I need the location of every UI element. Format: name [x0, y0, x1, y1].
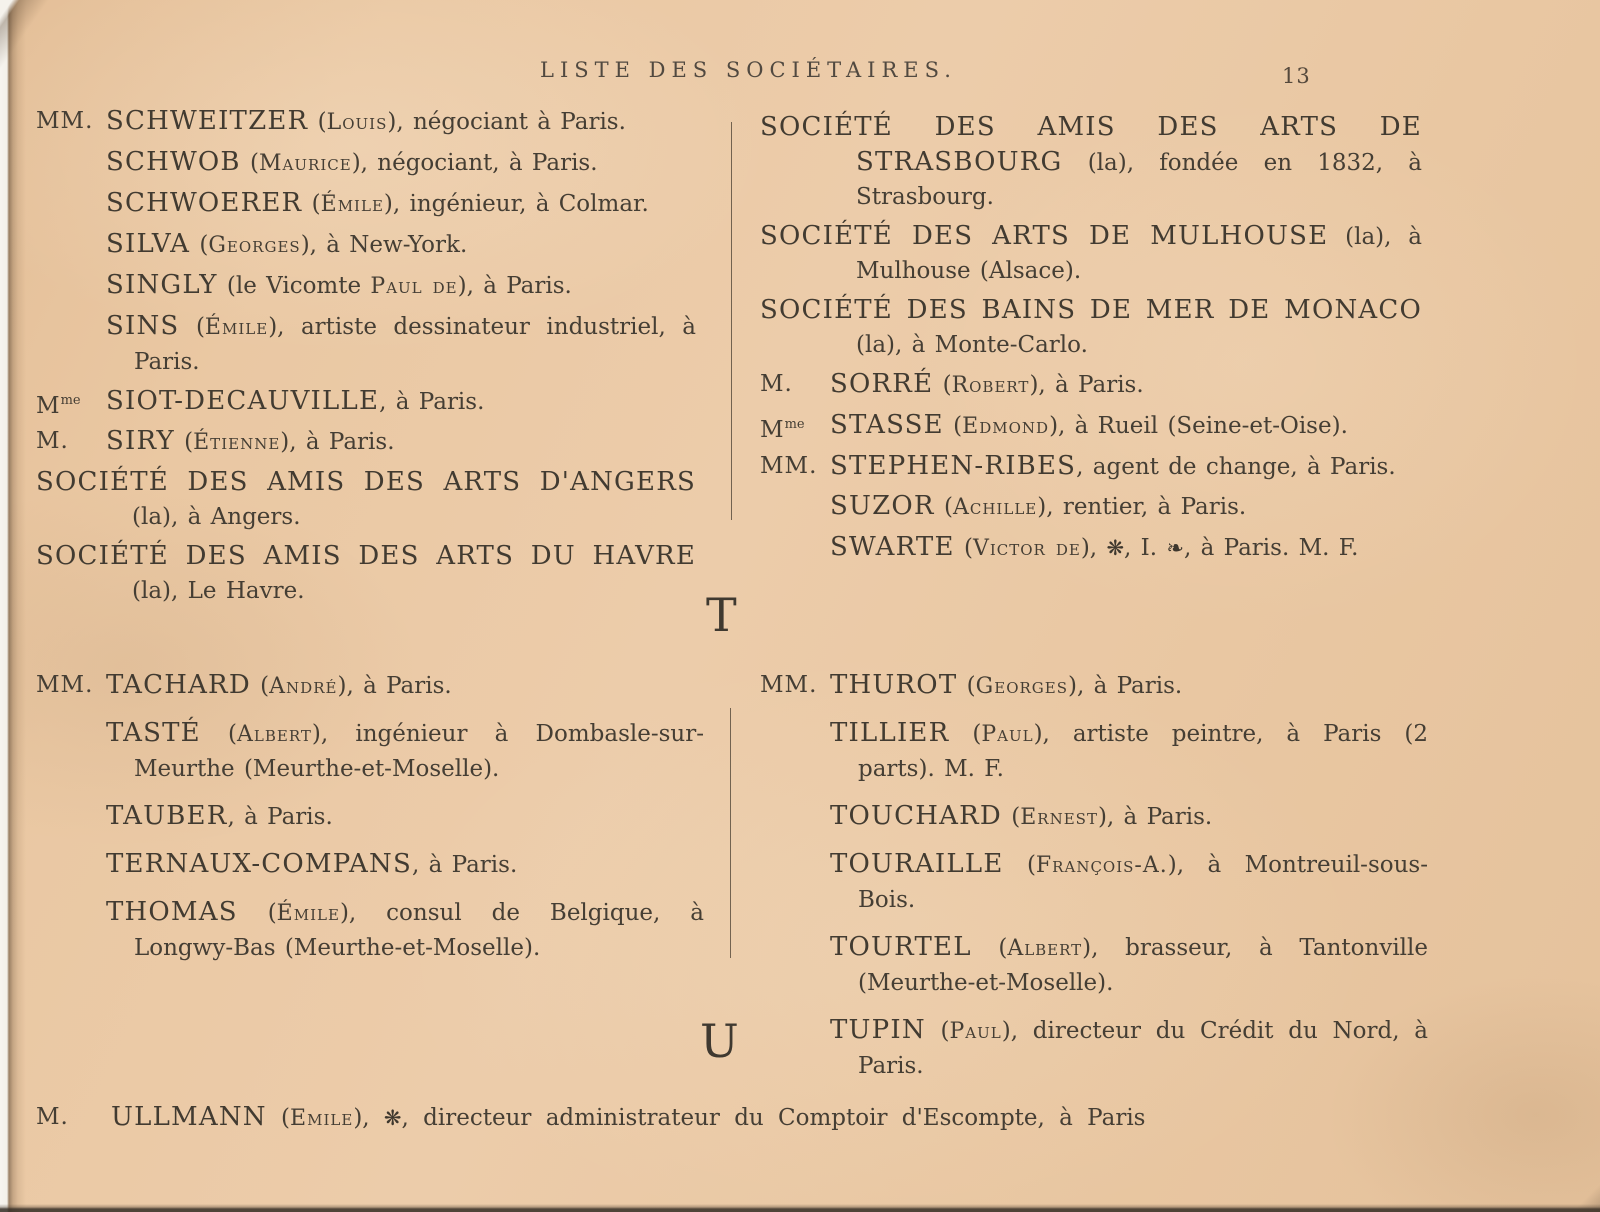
entry-detail: ( — [240, 150, 260, 176]
honorific-prefix: M. — [760, 371, 793, 397]
list-item — [830, 489, 1422, 525]
member-firstname: Edmond — [962, 414, 1050, 439]
list-item — [106, 186, 696, 222]
list-item — [36, 424, 696, 460]
member-firstname: Émile — [320, 192, 384, 217]
member-firstname: Paul — [949, 1019, 1002, 1044]
entry-detail: ), directeur du Crédit du Nord, à Paris. — [858, 1018, 1428, 1079]
honorific-prefix: $M^{me}$ — [36, 393, 81, 419]
member-name: TOURAILLE — [830, 849, 1004, 879]
member-name: SWARTE — [830, 532, 955, 562]
member-name: SIRY — [106, 426, 175, 456]
member-name: SILVA — [106, 229, 191, 259]
member-name: TUPIN — [830, 1015, 926, 1045]
list-item — [36, 1100, 1456, 1136]
entry-detail: ( — [200, 721, 238, 747]
column-divider — [731, 122, 732, 520]
entry-detail: ( — [934, 494, 953, 520]
entry-detail: (le Vicomte — [217, 273, 371, 299]
entry-detail: ), — [353, 1105, 384, 1131]
member-name: SUZOR — [830, 491, 935, 521]
member-name: TAUBER — [106, 801, 228, 831]
list-item — [760, 293, 1422, 362]
entry-detail: ), à Rueil (Seine-et-Oise). — [1049, 413, 1348, 439]
entry-detail: , I. — [1124, 535, 1167, 561]
entry-detail: ), à Paris. — [280, 429, 395, 455]
list-item — [36, 104, 696, 140]
legion-honor-icon: ❋ — [383, 1106, 402, 1130]
scan-bottom-edge — [0, 1204, 1600, 1212]
scan-left-torn-edge — [0, 0, 26, 1212]
list-item — [760, 219, 1422, 288]
entry-detail: ), ingénieur, à Colmar. — [383, 191, 649, 217]
member-list-t-right — [760, 668, 1428, 1096]
entry-detail: (la), à Angers. — [132, 504, 301, 530]
entry-detail: ( — [308, 109, 327, 135]
list-item — [760, 668, 1428, 704]
member-firstname: Ernest — [1020, 805, 1098, 830]
member-firstname: Paul — [981, 722, 1034, 747]
entry-detail: ( — [174, 429, 194, 455]
list-item — [760, 449, 1422, 484]
entry-detail: ( — [179, 314, 205, 340]
member-name: SIOT-DECAUVILLE — [106, 386, 380, 416]
honorific-prefix: MM. — [36, 672, 94, 698]
member-name: ULLMANN — [111, 1102, 267, 1132]
entry-detail: ), rentier, à Paris. — [1037, 494, 1247, 520]
entry-detail: ), à Paris. — [1097, 804, 1213, 830]
entry-detail: ), brasseur, à Tantonville (Meurthe-et-Moselle). — [858, 935, 1428, 996]
member-firstname: Albert — [1007, 936, 1083, 961]
list-item — [106, 145, 696, 181]
entry-detail: ), à Paris. — [457, 273, 572, 299]
list-item — [830, 530, 1422, 566]
entry-detail: ( — [250, 673, 270, 699]
list-item — [830, 716, 1428, 787]
entry-detail: ), négociant, à Paris. — [351, 150, 598, 176]
entry-detail: ( — [949, 721, 982, 747]
section-letter-u: U — [700, 1014, 739, 1068]
member-name: SOCIÉTÉ DES AMIS DES ARTS D'ANGERS — [36, 467, 696, 497]
list-item — [36, 384, 696, 419]
member-name: SCHWEITZER — [106, 106, 309, 136]
page-title: LISTE DES SOCIÉTAIRES. — [540, 58, 957, 82]
entry-detail: ( — [954, 535, 973, 561]
member-firstname: Victor de — [972, 536, 1081, 561]
entry-detail: ), à Paris. — [1029, 372, 1144, 398]
list-item — [830, 799, 1428, 835]
entry-detail: ( — [933, 372, 952, 398]
member-name: STEPHEN-RIBES — [830, 451, 1077, 481]
member-list-s-left — [36, 104, 696, 613]
entry-detail: ( — [1003, 852, 1036, 878]
member-name: SOCIÉTÉ DES AMIS DES ARTS DE STRASBOURG — [760, 112, 1422, 177]
member-name: TOURTEL — [830, 932, 972, 962]
member-list-t-left — [36, 668, 704, 978]
entry-detail: , agent de change, à Paris. — [1076, 454, 1396, 480]
entry-detail: , à Paris. — [411, 852, 518, 878]
member-firstname: Emile — [290, 1106, 354, 1131]
list-item — [36, 539, 696, 608]
member-firstname: Émile — [276, 901, 340, 926]
honorific-prefix: MM. — [760, 453, 818, 479]
entry-detail: ), à Paris. — [1068, 673, 1183, 699]
entry-detail: ), à Paris. — [337, 673, 452, 699]
member-firstname: Étienne — [193, 430, 281, 455]
list-item — [760, 408, 1422, 444]
entry-detail: (la), Le Havre. — [132, 578, 305, 604]
entry-detail: , à Paris. — [227, 804, 333, 830]
member-firstname: Achille — [952, 495, 1038, 520]
member-name: SINS — [106, 311, 180, 341]
member-firstname: Louis — [326, 110, 388, 135]
member-firstname: André — [269, 674, 338, 699]
entry-detail: ( — [943, 413, 963, 439]
section-letter-t: T — [706, 588, 737, 642]
entry-detail: ( — [237, 900, 277, 926]
page-number: 13 — [1282, 64, 1311, 88]
list-item — [36, 465, 696, 534]
entry-detail: ), artiste peintre, à Paris (2 parts). M. F. — [858, 721, 1428, 782]
entry-detail: ( — [925, 1018, 950, 1044]
academic-palms-icon: ❧ — [1166, 536, 1184, 560]
member-firstname: François-A. — [1035, 853, 1168, 878]
member-name: SOCIÉTÉ DES ARTS DE MULHOUSE — [760, 221, 1329, 251]
entry-detail: ( — [190, 232, 209, 258]
member-firstname: Émile — [204, 315, 269, 340]
entry-detail: ), à New-York. — [300, 232, 468, 258]
member-name: TACHARD — [106, 670, 251, 700]
member-name: TILLIER — [830, 718, 950, 748]
member-name: TASTÉ — [106, 718, 201, 748]
member-name: TOUCHARD — [830, 801, 1002, 831]
member-firstname: Georges — [208, 233, 301, 258]
list-item — [106, 847, 704, 883]
member-list-u — [36, 1100, 1456, 1141]
member-list-s-right — [760, 110, 1422, 571]
list-item — [106, 227, 696, 263]
member-name: SORRÉ — [830, 369, 934, 399]
entry-detail: ( — [971, 935, 1008, 961]
list-item — [830, 1013, 1428, 1084]
member-firstname: Paul de — [370, 274, 458, 299]
entry-detail: ( — [1001, 804, 1021, 830]
entry-detail: ), à Montreuil-sous-Bois. — [858, 852, 1428, 913]
honorific-prefix: $M^{me}$ — [760, 417, 805, 443]
entry-detail: , directeur administrateur du Comptoir d'Escompte, à Paris — [401, 1105, 1146, 1131]
entry-detail: ), consul de Belgique, à Longwy-Bas (Meurthe-et-Moselle). — [134, 900, 704, 961]
entry-detail: ( — [302, 191, 321, 217]
list-item — [106, 895, 704, 966]
member-name: SCHWOERER — [106, 188, 303, 218]
column-divider — [730, 708, 731, 958]
member-firstname: Robert — [951, 373, 1030, 398]
list-item — [760, 110, 1422, 214]
entry-detail: ), — [1080, 535, 1107, 561]
member-name: SOCIÉTÉ DES BAINS DE MER DE MONACO — [760, 295, 1422, 325]
entry-detail: ), artiste dessinateur industriel, à Paris. — [134, 314, 696, 375]
entry-detail: ), négociant à Paris. — [387, 109, 626, 135]
list-item — [830, 930, 1428, 1001]
entry-detail: ( — [266, 1105, 291, 1131]
list-item — [106, 268, 696, 304]
member-firstname: Albert — [237, 722, 312, 747]
honorific-prefix: MM. — [760, 672, 818, 698]
member-name: THUROT — [830, 670, 958, 700]
entry-detail: ( — [957, 673, 976, 699]
entry-detail: (la), à Mulhouse (Alsace). — [856, 224, 1422, 284]
list-item — [106, 309, 696, 379]
entry-detail: ), ingénieur à Dombasle-sur-Meurthe (Meurthe-et-Moselle). — [134, 721, 704, 782]
entry-detail: (la), à Monte-Carlo. — [856, 332, 1088, 358]
member-name: TERNAUX-COMPANS — [106, 849, 412, 879]
honorific-prefix: MM. — [36, 108, 94, 134]
honorific-prefix: M. — [36, 1104, 69, 1130]
scan-top-left-corner — [0, 0, 60, 90]
member-name: SOCIÉTÉ DES AMIS DES ARTS DU HAVRE — [36, 541, 696, 571]
member-firstname: Georges — [975, 674, 1068, 699]
member-firstname: Maurice — [259, 151, 352, 176]
list-item — [106, 716, 704, 787]
member-name: SCHWOB — [106, 147, 241, 177]
entry-detail: , à Paris. M. F. — [1184, 535, 1359, 561]
honorific-prefix: M. — [36, 428, 69, 454]
list-item — [36, 668, 704, 704]
list-item — [106, 799, 704, 835]
legion-honor-icon: ❋ — [1106, 536, 1125, 560]
member-name: STASSE — [830, 410, 944, 440]
entry-detail: , à Paris. — [379, 389, 485, 415]
list-item — [760, 367, 1422, 403]
member-name: SINGLY — [106, 270, 218, 300]
scan-bottom-right-corner — [1520, 1132, 1600, 1212]
member-name: THOMAS — [106, 897, 238, 927]
list-item — [830, 847, 1428, 918]
entry-detail: (la), fondée en 1832, à Strasbourg. — [856, 150, 1422, 210]
